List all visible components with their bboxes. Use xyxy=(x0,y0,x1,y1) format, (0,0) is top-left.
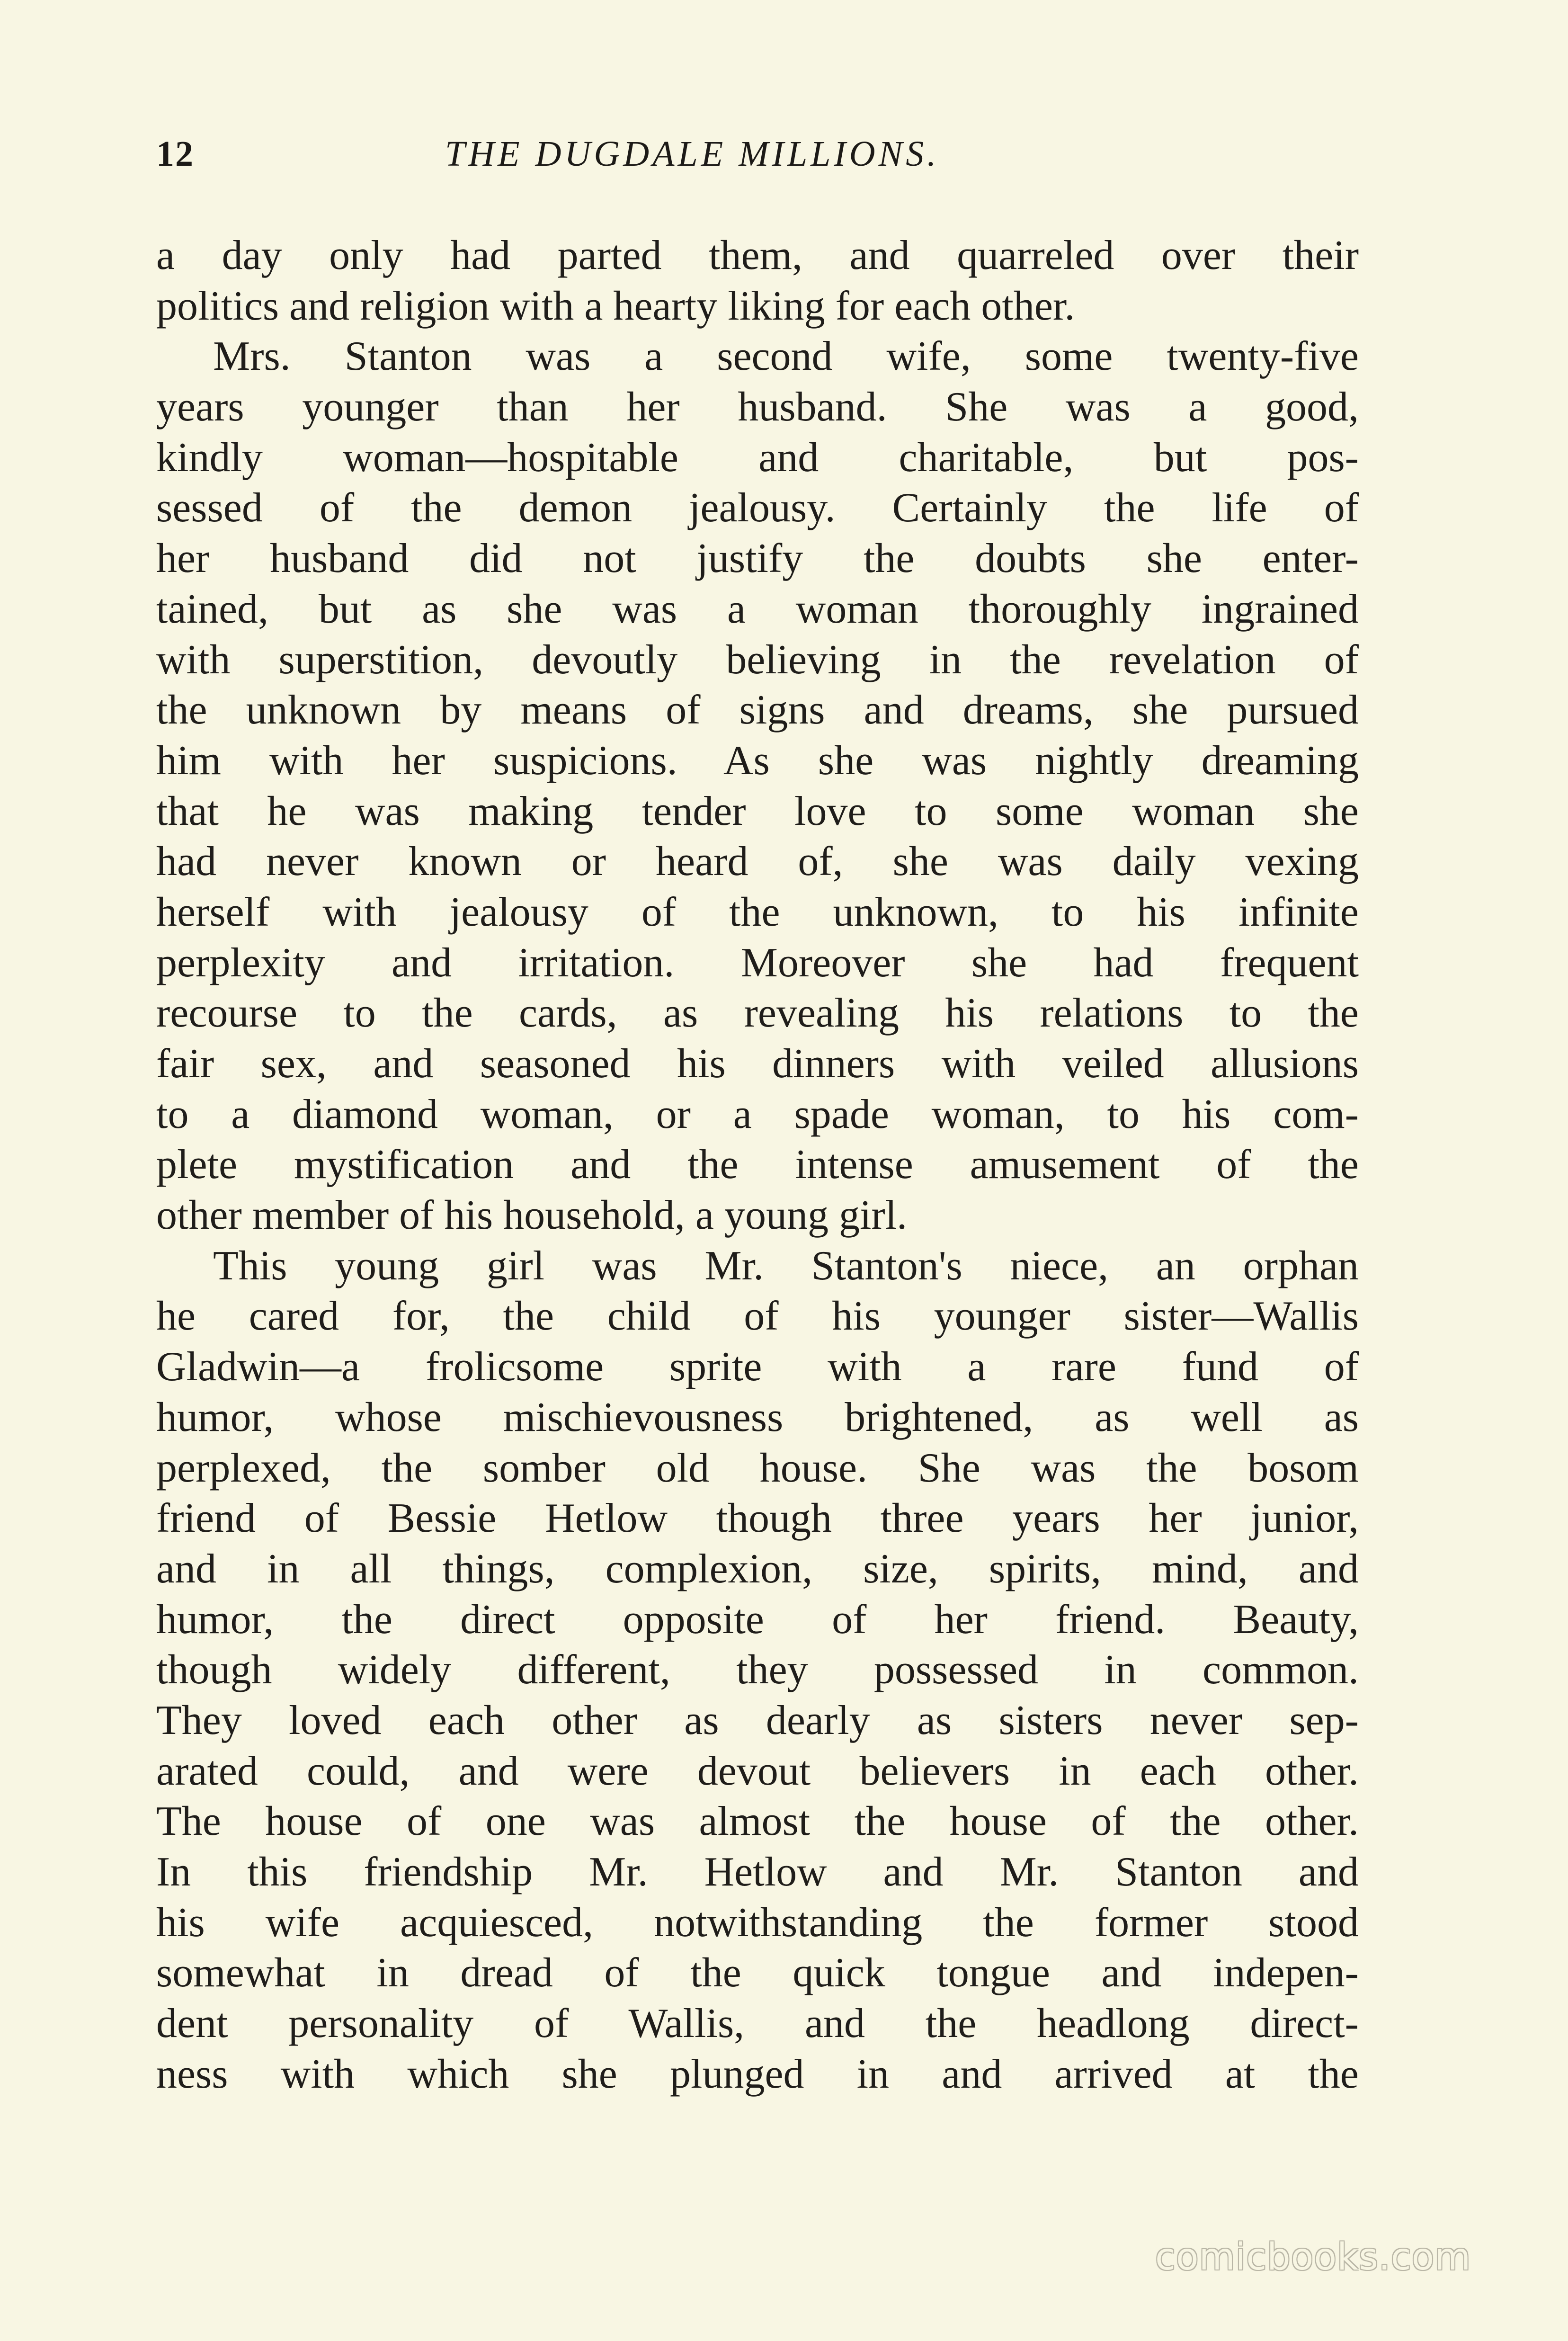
text-line: herself with jealousy of the unknown, to his infinite xyxy=(156,889,1359,935)
text-line: politics and religion with a hearty liking for each other. xyxy=(156,283,1075,329)
page-number: 12 xyxy=(156,134,194,174)
text-line: him with her suspicions. As she was nightly dreaming xyxy=(156,737,1359,784)
text-line: plete mystification and the intense amusement of the xyxy=(156,1142,1359,1188)
text-line: though widely different, they possessed in common. xyxy=(156,1647,1359,1693)
text-line: humor, whose mischievousness brightened, as well as xyxy=(156,1394,1359,1440)
text-line: other member of his household, a young girl. xyxy=(156,1192,908,1239)
text-line: This young girl was Mr. Stanton's niece, an orphan xyxy=(213,1242,1359,1289)
running-head xyxy=(156,128,1359,180)
text-line: that he was making tender love to some woman she xyxy=(156,788,1359,834)
text-line: her husband did not justify the doubts she enter- xyxy=(156,536,1359,582)
text-line: The house of one was almost the house of the other. xyxy=(156,1798,1359,1845)
text-line: he cared for, the child of his younger sister—Wallis xyxy=(156,1293,1359,1340)
text-line: sessed of the demon jealousy. Certainly the life of xyxy=(156,485,1359,531)
text-line: perplexity and irritation. Moreover she had frequent xyxy=(156,939,1359,986)
text-line: arated could, and were devout believers in each other. xyxy=(156,1748,1359,1794)
text-line: Gladwin—a frolicsome sprite with a rare fund of xyxy=(156,1344,1359,1390)
text-line: and in all things, complexion, size, spirits, mind, and xyxy=(156,1546,1359,1592)
text-line: perplexed, the somber old house. She was the bosom xyxy=(156,1445,1359,1491)
text-line: dent personality of Wallis, and the headlong direct- xyxy=(156,2001,1359,2047)
text-line: ness with which she plunged in and arrived at the xyxy=(156,2051,1359,2097)
watermark: comicbooks.com xyxy=(1155,2236,1471,2278)
text-line: fair sex, and seasoned his dinners with veiled allusions xyxy=(156,1041,1359,1087)
text-line: his wife acquiesced, notwithstanding the former stood xyxy=(156,1899,1359,1946)
text-line: In this friendship Mr. Hetlow and Mr. Stanton and xyxy=(156,1849,1359,1895)
text-line: friend of Bessie Hetlow though three years her junior, xyxy=(156,1495,1359,1542)
book-title: THE DUGDALE MILLIONS. xyxy=(445,134,940,174)
text-line: years younger than her husband. She was a good, xyxy=(156,384,1359,430)
text-line: Mrs. Stanton was a second wife, some twenty-five xyxy=(213,333,1359,380)
text-line: somewhat in dread of the quick tongue and indepen- xyxy=(156,1950,1359,1996)
text-line: tained, but as she was a woman thoroughly ingrained xyxy=(156,586,1359,632)
text-line: recourse to the cards, as revealing his relations to the xyxy=(156,990,1359,1036)
text-line: with superstition, devoutly believing in the revelation of xyxy=(156,636,1359,683)
text-line: humor, the direct opposite of her friend. Beauty, xyxy=(156,1596,1359,1643)
text-line: They loved each other as dearly as sisters never sep- xyxy=(156,1697,1359,1743)
text-line: kindly woman—hospitable and charitable, but pos- xyxy=(156,434,1359,481)
text-line: had never known or heard of, she was daily vexing xyxy=(156,839,1359,885)
body-text xyxy=(156,231,1359,2100)
text-line: to a diamond woman, or a spade woman, to his com- xyxy=(156,1091,1359,1137)
text-line: the unknown by means of signs and dreams, she pursued xyxy=(156,687,1359,733)
text-line: a day only had parted them, and quarreled over their xyxy=(156,232,1359,278)
